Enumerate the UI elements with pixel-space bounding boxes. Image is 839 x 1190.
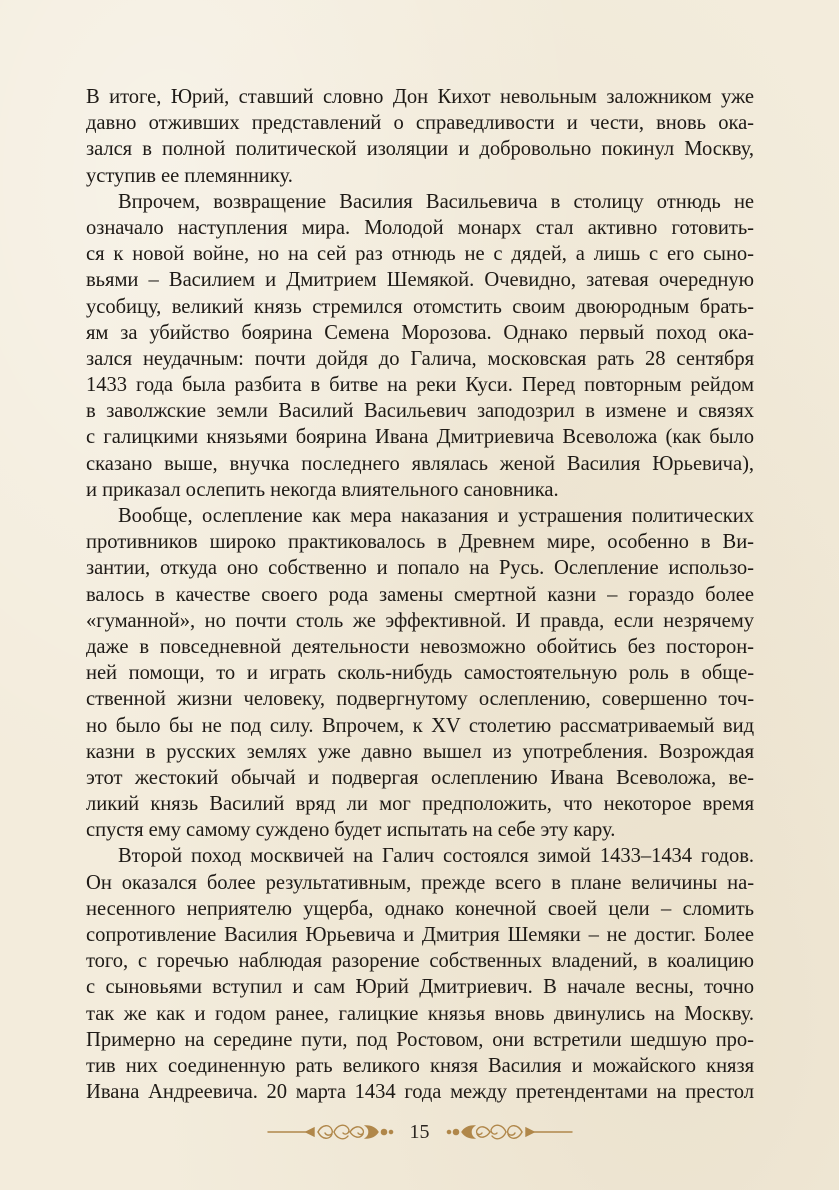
text-line: так же как и годом ранее, галицкие князья вновь двинулись на Москву. <box>86 1002 754 1025</box>
text-line: этот жестокий обычай и подвергая ослеплению Ивана Всеволожа, ве- <box>86 766 754 789</box>
text-line: усобицу, великий князь стремился отомстить своим двоюродным брать- <box>86 295 754 318</box>
text-line: и приказал ослепить некогда влиятельного сановника. <box>86 478 559 501</box>
text-line: спустя ему самому суждено будет испытать на себе эту кару. <box>86 819 616 842</box>
text-line: противников широко практиковалось в Древнем мире, особенно в Ви- <box>86 531 754 554</box>
text-line: с галицкими князьями боярина Ивана Дмитриевича Всеволожа (как было <box>86 426 754 449</box>
text-line: 1433 года была разбита в битве на реки Куси. Перед повторным рейдом <box>86 374 754 397</box>
text-line: ственной жизни человеку, подвергнутому ослеплению, совершенно точ- <box>86 688 754 711</box>
page-body <box>86 84 754 1105</box>
text-line: В итоге, Юрий, ставший словно Дон Кихот невольным заложником уже <box>86 86 754 108</box>
text-line: ям за убийство боярина Семена Морозова. Однако первый поход ока- <box>86 321 754 344</box>
text-line: означало наступления мира. Молодой монарх стал активно готовить- <box>86 216 754 239</box>
text-line: Ивана Андреевича. 20 марта 1434 года между претендентами на престол <box>86 1081 754 1104</box>
text-line: Вообще, ослепление как мера наказания и устрашения политических <box>118 505 754 527</box>
text-line: сказано выше, внучка последнего являлась женой Василия Юрьевича), <box>86 452 754 475</box>
page-footer <box>0 1117 839 1147</box>
paragraph <box>86 843 754 1105</box>
text-line: уступив ее племяннику. <box>86 164 293 187</box>
text-line: зался неудачным: почти дойдя до Галича, московская рать 28 сентября <box>86 347 754 370</box>
text-line: тив них соединенную рать великого князя Василия и можайского князя <box>86 1054 754 1077</box>
text-line: Он оказался более результативным, прежде всего в плане величины на- <box>86 871 754 894</box>
text-line: зантии, откуда оно собственно и попало на Русь. Ослепление использо- <box>86 557 754 580</box>
paragraph <box>86 189 754 503</box>
text-line: «гуманной», но почти столь же эффективной. И правда, если незрячему <box>86 609 754 632</box>
text-line: Второй поход москвичей на Галич состоялся зимой 1433–1434 годов. <box>118 845 754 868</box>
text-line: казни в русских землях уже давно вышел из употребления. Возрождая <box>86 740 754 763</box>
text-line: Впрочем, возвращение Василия Васильевича в столицу отнюдь не <box>118 190 754 213</box>
left-flourish-icon <box>266 1121 396 1143</box>
text-line: того, с горечью наблюдая разорение собственных владений, в коалицию <box>86 950 754 973</box>
paragraph <box>86 503 754 843</box>
page-number: 15 <box>409 1120 430 1143</box>
text-line: вьями – Василием и Дмитрием Шемякой. Очевидно, затевая очередную <box>86 269 754 292</box>
text-line: ней помощи, то и играть сколь-нибудь самостоятельную роль в обще- <box>86 662 754 685</box>
text-line: давно отживших представлений о справедливости и чести, вновь ока- <box>86 112 754 135</box>
text-line: несенного неприятелю ущерба, однако конечной своей цели – сломить <box>86 897 754 920</box>
text-line: ликий князь Василий вряд ли мог предположить, что некоторое время <box>86 793 754 816</box>
text-line: в заволжские земли Василий Васильевич заподозрил в измене и связях <box>86 400 754 423</box>
text-line: валось в качестве своего рода замены смертной казни – гораздо более <box>86 583 754 606</box>
text-line: но было бы не под силу. Впрочем, к XV столетию рассматриваемый вид <box>86 714 754 737</box>
text-line: ся к новой войне, но на сей раз отнюдь не с дядей, а лишь с его сыно- <box>86 243 754 266</box>
paragraph <box>86 84 754 189</box>
text-line: с сыновьями вступил и сам Юрий Дмитриевич. В начале весны, точно <box>86 976 754 999</box>
right-flourish-icon <box>444 1121 574 1143</box>
text-line: зался в полной политической изоляции и добровольно покинул Москву, <box>86 138 754 161</box>
text-line: сопротивление Василия Юрьевича и Дмитрия Шемяки – не достиг. Более <box>86 924 754 946</box>
text-line: Примерно на середине пути, под Ростовом, они встретили шедшую про- <box>86 1028 754 1051</box>
text-line: даже в повседневной деятельности невозможно обойтись без посторон- <box>86 635 754 658</box>
